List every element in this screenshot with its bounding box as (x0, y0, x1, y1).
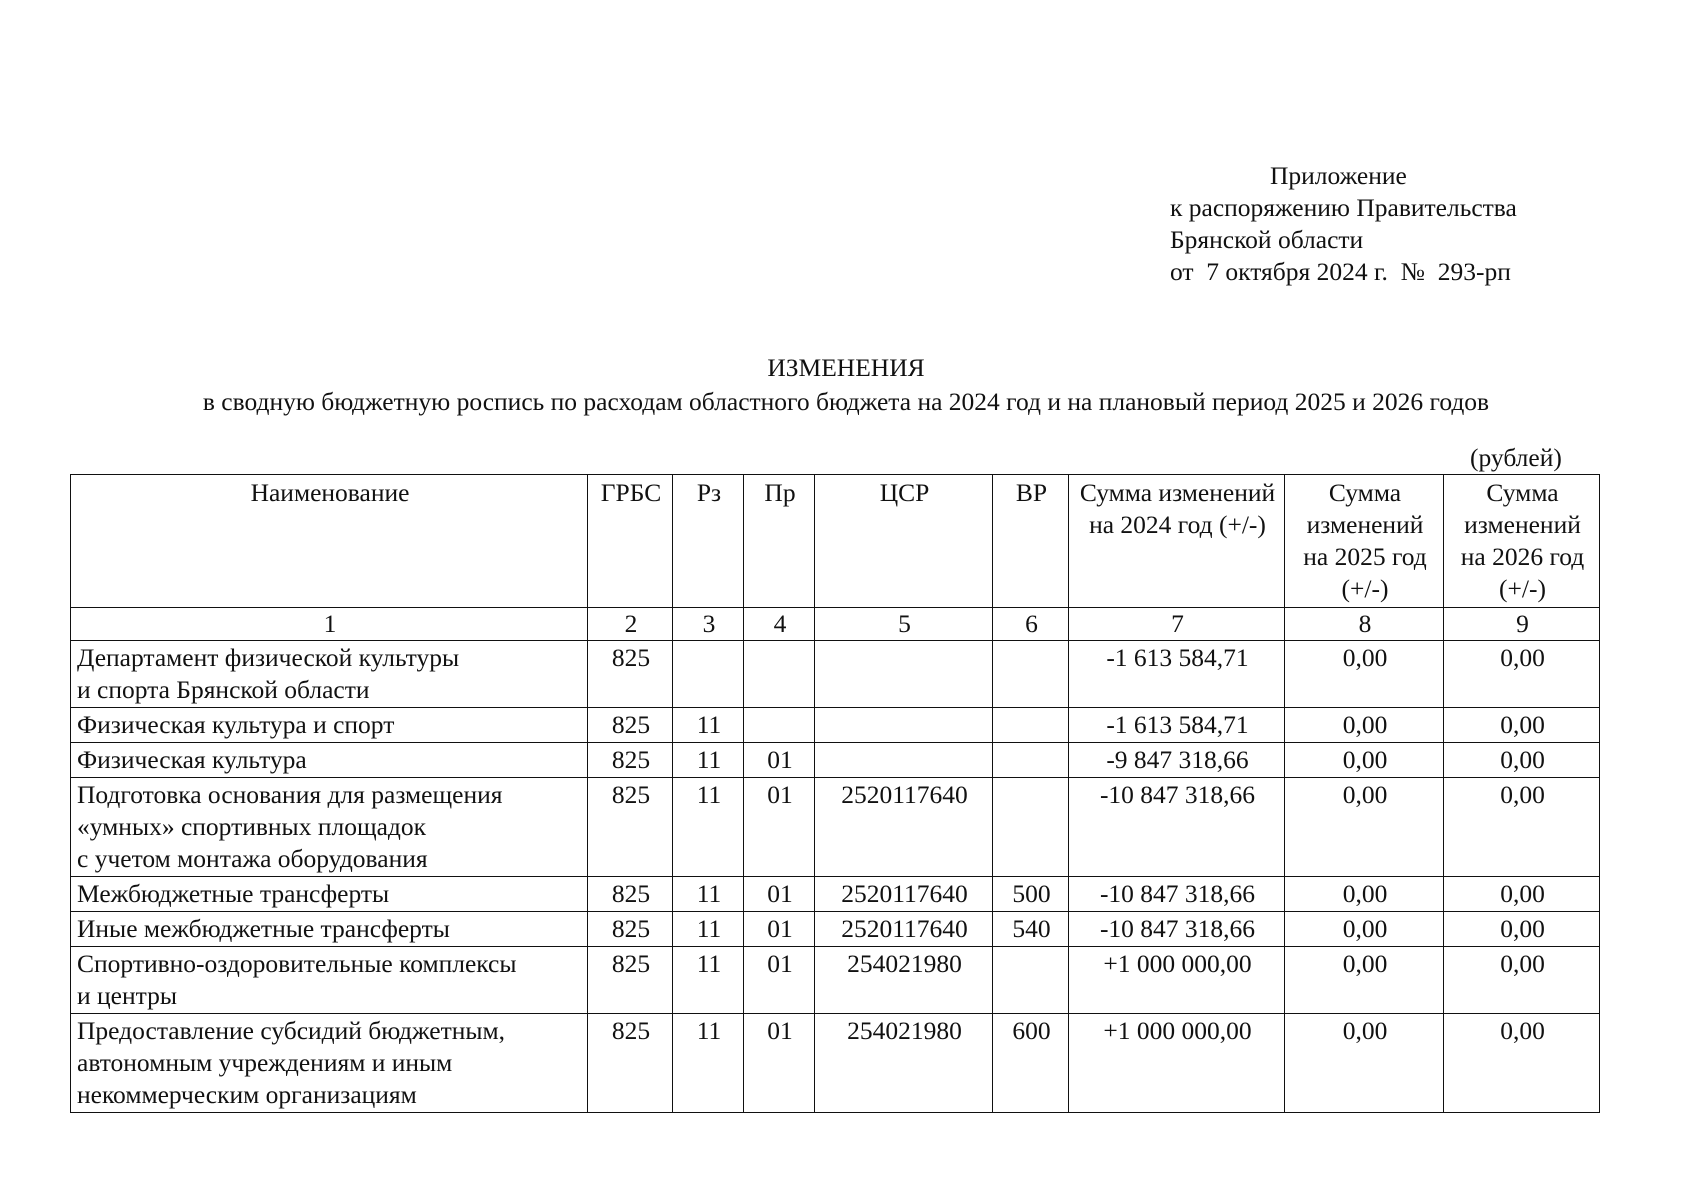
cell-vr: 600 (993, 1014, 1069, 1113)
cell-sum-2024: +1 000 000,00 (1069, 1014, 1285, 1113)
cell-pr: 01 (744, 947, 815, 1014)
cell-csr: 254021980 (815, 947, 993, 1014)
cell-grbs: 825 (588, 947, 673, 1014)
column-number: 7 (1069, 608, 1285, 641)
cell-sum-2026: 0,00 (1444, 1014, 1600, 1113)
cell-rz: 11 (673, 912, 744, 947)
table-body (71, 641, 1600, 1113)
attachment-line: к распоряжению Правительства (1170, 193, 1517, 222)
column-number: 8 (1285, 608, 1444, 641)
cell-grbs: 825 (588, 912, 673, 947)
cell-name: Иные межбюджетные трансферты (71, 912, 588, 947)
cell-grbs: 825 (588, 778, 673, 877)
column-number: 3 (673, 608, 744, 641)
table-row (71, 1014, 1600, 1113)
table-row (71, 877, 1600, 912)
cell-grbs: 825 (588, 641, 673, 708)
cell-sum-2024: -1 613 584,71 (1069, 641, 1285, 708)
cell-rz: 11 (673, 708, 744, 743)
header-cell-grbs: ГРБС (588, 475, 673, 608)
cell-name: Департамент физической культуры и спорта Брянской области (71, 641, 588, 708)
cell-pr (744, 641, 815, 708)
column-number: 5 (815, 608, 993, 641)
document-title: ИЗМЕНЕНИЯ (767, 353, 925, 382)
table-row (71, 641, 1600, 708)
cell-sum-2025: 0,00 (1285, 641, 1444, 708)
cell-sum-2026: 0,00 (1444, 947, 1600, 1014)
cell-name: Подготовка основания для размещения «умных» спортивных площадок с учетом монтажа оборудования (71, 778, 588, 877)
cell-vr: 540 (993, 912, 1069, 947)
cell-sum-2025: 0,00 (1285, 778, 1444, 877)
document-subtitle: в сводную бюджетную роспись по расходам областного бюджета на 2024 год и на плановый период 2025 и 2026 годов (202, 387, 1490, 416)
cell-sum-2024: +1 000 000,00 (1069, 947, 1285, 1014)
cell-pr: 01 (744, 912, 815, 947)
table-row (71, 912, 1600, 947)
cell-grbs: 825 (588, 877, 673, 912)
cell-csr (815, 708, 993, 743)
header-cell-sum-2024: Сумма изменений на 2024 год (+/-) (1069, 475, 1285, 608)
column-number: 9 (1444, 608, 1600, 641)
column-number: 2 (588, 608, 673, 641)
cell-pr: 01 (744, 877, 815, 912)
cell-vr (993, 778, 1069, 877)
cell-rz: 11 (673, 877, 744, 912)
cell-sum-2025: 0,00 (1285, 1014, 1444, 1113)
table-header-row (71, 475, 1600, 608)
cell-csr: 2520117640 (815, 778, 993, 877)
header-cell-name: Наименование (71, 475, 588, 608)
table-row (71, 743, 1600, 778)
cell-csr (815, 641, 993, 708)
cell-rz: 11 (673, 743, 744, 778)
table-row (71, 947, 1600, 1014)
cell-vr: 500 (993, 877, 1069, 912)
cell-rz: 11 (673, 778, 744, 877)
header-cell-vr: ВР (993, 475, 1069, 608)
cell-vr (993, 743, 1069, 778)
column-numbers-row (71, 608, 1600, 641)
attachment-line: Брянской области (1170, 225, 1364, 254)
table-row (71, 778, 1600, 877)
header-cell-csr: ЦСР (815, 475, 993, 608)
cell-vr (993, 947, 1069, 1014)
table-row (71, 708, 1600, 743)
cell-name: Предоставление субсидий бюджетным, автономным учреждениям и иным некоммерческим организациям (71, 1014, 588, 1113)
cell-name: Физическая культура (71, 743, 588, 778)
cell-rz (673, 641, 744, 708)
cell-sum-2024: -10 847 318,66 (1069, 877, 1285, 912)
cell-grbs: 825 (588, 743, 673, 778)
cell-name: Межбюджетные трансферты (71, 877, 588, 912)
header-cell-rz: Рз (673, 475, 744, 608)
cell-pr: 01 (744, 743, 815, 778)
cell-name: Спортивно-оздоровительные комплексы и центры (71, 947, 588, 1014)
cell-sum-2026: 0,00 (1444, 708, 1600, 743)
column-number: 1 (71, 608, 588, 641)
cell-sum-2025: 0,00 (1285, 912, 1444, 947)
header-cell-pr: Пр (744, 475, 815, 608)
cell-pr: 01 (744, 778, 815, 877)
cell-sum-2026: 0,00 (1444, 778, 1600, 877)
column-number: 4 (744, 608, 815, 641)
cell-sum-2024: -9 847 318,66 (1069, 743, 1285, 778)
cell-pr: 01 (744, 1014, 815, 1113)
cell-sum-2026: 0,00 (1444, 641, 1600, 708)
cell-sum-2024: -1 613 584,71 (1069, 708, 1285, 743)
attachment-date-number: от 7 октября 2024 г. № 293-рп (1170, 257, 1511, 286)
cell-sum-2025: 0,00 (1285, 947, 1444, 1014)
cell-sum-2026: 0,00 (1444, 743, 1600, 778)
cell-csr: 254021980 (815, 1014, 993, 1113)
cell-vr (993, 708, 1069, 743)
cell-sum-2025: 0,00 (1285, 877, 1444, 912)
cell-sum-2026: 0,00 (1444, 912, 1600, 947)
header-cell-sum-2025: Сумма изменений на 2025 год (+/-) (1285, 475, 1444, 608)
cell-csr (815, 743, 993, 778)
header-cell-sum-2026: Сумма изменений на 2026 год (+/-) (1444, 475, 1600, 608)
column-number: 6 (993, 608, 1069, 641)
cell-csr: 2520117640 (815, 877, 993, 912)
cell-rz: 11 (673, 947, 744, 1014)
cell-csr: 2520117640 (815, 912, 993, 947)
cell-name: Физическая культура и спорт (71, 708, 588, 743)
cell-grbs: 825 (588, 1014, 673, 1113)
attachment-title: Приложение (1270, 161, 1407, 190)
budget-changes-table (70, 474, 1600, 1113)
cell-sum-2024: -10 847 318,66 (1069, 778, 1285, 877)
cell-sum-2024: -10 847 318,66 (1069, 912, 1285, 947)
cell-sum-2025: 0,00 (1285, 743, 1444, 778)
attachment-block (1170, 160, 1517, 288)
units-label: (рублей) (1470, 443, 1562, 472)
cell-pr (744, 708, 815, 743)
cell-sum-2026: 0,00 (1444, 877, 1600, 912)
cell-sum-2025: 0,00 (1285, 708, 1444, 743)
cell-rz: 11 (673, 1014, 744, 1113)
cell-grbs: 825 (588, 708, 673, 743)
cell-vr (993, 641, 1069, 708)
